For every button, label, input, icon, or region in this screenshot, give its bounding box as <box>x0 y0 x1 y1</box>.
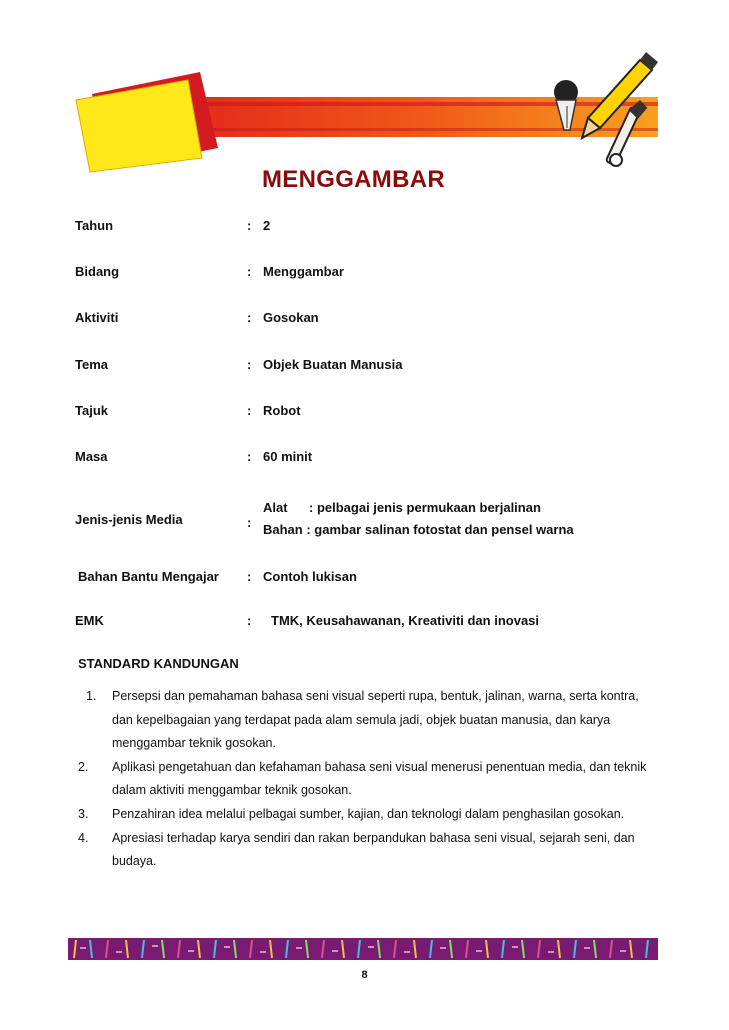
list-item-text: Aplikasi pengetahuan dan kefahaman bahasa seni visual menerusi penentuan media, dan teknik dalam aktiviti menggambar teknik gosokan. <box>112 759 647 798</box>
field-value: Objek Buatan Manusia <box>263 357 403 372</box>
list-item-number: 1. <box>86 689 97 703</box>
field-colon: : <box>247 310 252 325</box>
list-item-number: 3. <box>78 806 89 821</box>
field-label: Tema <box>75 357 108 372</box>
field-label: Aktiviti <box>75 310 119 325</box>
field-label: Bahan Bantu Mengajar <box>78 569 219 584</box>
field-label: Tajuk <box>75 403 108 418</box>
list-item <box>78 756 658 803</box>
media-alat-value: : pelbagai jenis permukaan berjalinan <box>309 500 541 515</box>
standard-list <box>78 685 658 874</box>
field-label: Tahun <box>75 218 114 233</box>
list-item <box>78 685 658 756</box>
field-colon: : <box>247 515 252 530</box>
field-value: Menggambar <box>263 264 344 279</box>
field-value: 60 minit <box>263 449 313 464</box>
field-value: Gosokan <box>263 310 319 325</box>
list-item-number: 2. <box>78 759 89 774</box>
standard-heading: STANDARD KANDUNGAN <box>78 656 239 671</box>
field-value: TMK, Keusahawanan, Kreativiti dan inovasi <box>271 613 540 628</box>
page-number: 8 <box>361 969 368 981</box>
field-value: Contoh lukisan <box>263 569 357 584</box>
list-item-text: Penzahiran idea melalui pelbagai sumber, kajian, dan teknologi dalam penghasilan gosokan. <box>112 806 625 821</box>
field-label: EMK <box>75 613 104 628</box>
field-colon: : <box>247 264 252 279</box>
field-label: Jenis-jenis Media <box>75 512 183 527</box>
list-item <box>78 827 658 874</box>
media-bahan-line: Bahan : gambar salinan fotostat dan pensel warna <box>263 522 574 537</box>
media-alat-label: Alat <box>263 500 288 515</box>
field-colon: : <box>247 357 252 372</box>
footer-border <box>68 938 658 960</box>
list-item <box>78 803 658 827</box>
field-value: Robot <box>263 403 301 418</box>
field-label: Masa <box>75 449 108 464</box>
field-colon: : <box>247 403 252 418</box>
field-colon: : <box>247 613 252 628</box>
list-item-text: Apresiasi terhadap karya sendiri dan rakan berpandukan bahasa seni visual, sejarah seni, dan budaya. <box>112 830 635 869</box>
list-item-number: 4. <box>78 830 89 845</box>
field-colon: : <box>247 218 252 233</box>
field-value: 2 <box>263 218 271 233</box>
field-colon: : <box>247 449 252 464</box>
field-colon: : <box>247 569 252 584</box>
header-banner <box>70 52 658 182</box>
list-item-text: Persepsi dan pemahaman bahasa seni visual seperti rupa, bentuk, jalinan, warna, serta kontra, dan kepelbagaian yang terdapat pada alam semula jadi, objek buatan manusia, dan karya menggambar teknik gosokan. <box>112 689 639 751</box>
page-title: MENGGAMBAR <box>262 166 445 193</box>
field-label: Bidang <box>75 264 120 279</box>
